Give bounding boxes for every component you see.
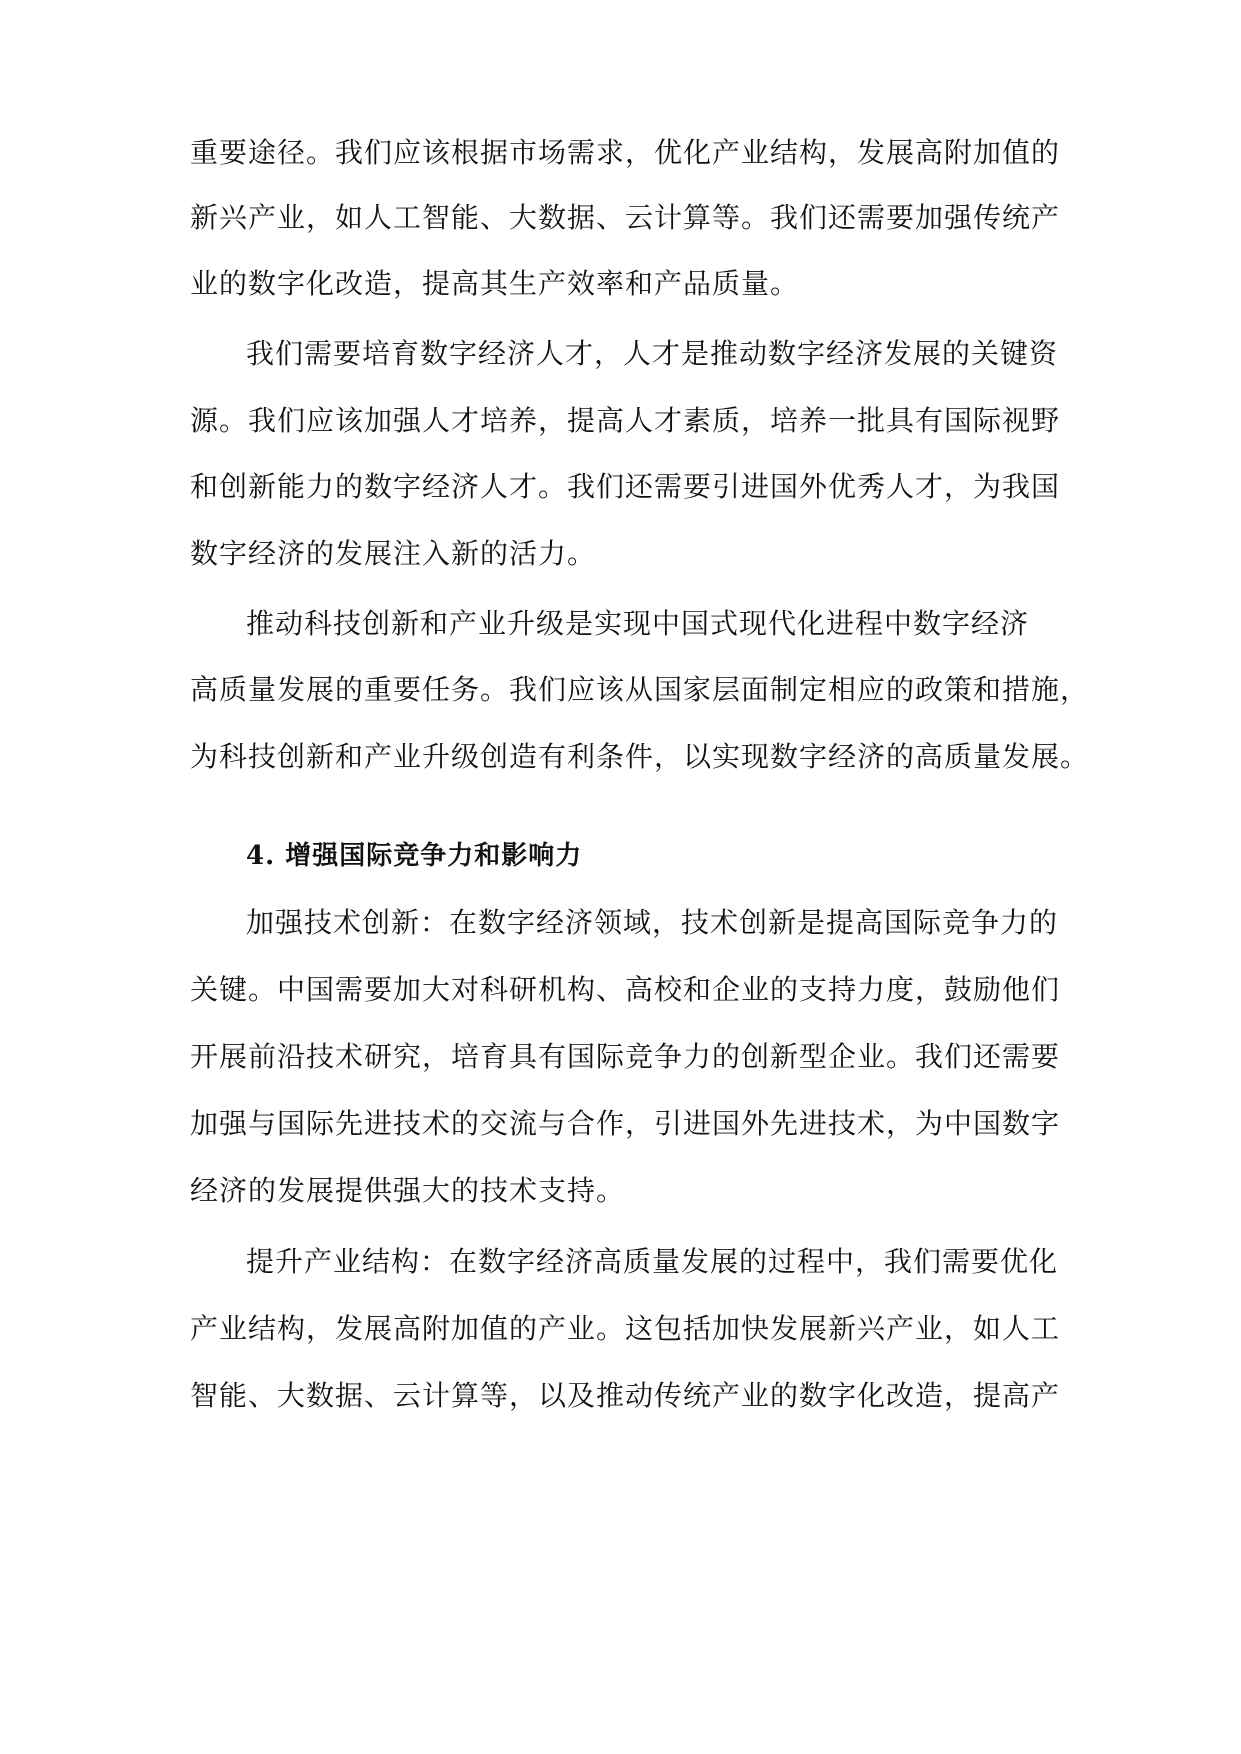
paragraph-4-line-2: 关键。中国需要加大对科研机构、高校和企业的支持力度，鼓励他们 xyxy=(190,973,1061,1006)
paragraph-2-line-2: 源。我们应该加强人才培养，提高人才素质，培养一批具有国际视野 xyxy=(190,404,1061,437)
paragraph-4-line-3: 开展前沿技术研究，培育具有国际竞争力的创新型企业。我们还需要 xyxy=(190,1040,1061,1073)
paragraph-3-line-3: 为科技创新和产业升级创造有利条件，以实现数字经济的高质量发展。 xyxy=(190,740,1090,773)
paragraph-4-line-1: 加强技术创新：在数字经济领域，技术创新是提高国际竞争力的 xyxy=(246,906,1059,939)
paragraph-5-line-3: 智能、大数据、云计算等，以及推动传统产业的数字化改造，提高产 xyxy=(190,1379,1061,1412)
paragraph-3-line-2: 高质量发展的重要任务。我们应该从国家层面制定相应的政策和措施， xyxy=(190,673,1090,706)
paragraph-5-line-2: 产业结构，发展高附加值的产业。这包括加快发展新兴产业，如人工 xyxy=(190,1312,1061,1345)
paragraph-2-line-4: 数字经济的发展注入新的活力。 xyxy=(190,537,597,570)
paragraph-1-line-2: 新兴产业，如人工智能、大数据、云计算等。我们还需要加强传统产 xyxy=(190,201,1061,234)
paragraph-5-line-1: 提升产业结构：在数字经济高质量发展的过程中，我们需要优化 xyxy=(246,1245,1059,1278)
paragraph-2-line-3: 和创新能力的数字经济人才。我们还需要引进国外优秀人才，为我国 xyxy=(190,470,1061,503)
paragraph-4-line-4: 加强与国际先进技术的交流与合作，引进国外先进技术，为中国数字 xyxy=(190,1107,1061,1140)
paragraph-3-line-1: 推动科技创新和产业升级是实现中国式现代化进程中数字经济 xyxy=(246,607,1030,640)
section-heading: 4. 增强国际竞争力和影响力 xyxy=(246,841,583,871)
paragraph-2-line-1: 我们需要培育数字经济人才，人才是推动数字经济发展的关键资 xyxy=(246,337,1059,370)
paragraph-4-line-5: 经济的发展提供强大的技术支持。 xyxy=(190,1174,626,1207)
paragraph-1-line-3: 业的数字化改造，提高其生产效率和产品质量。 xyxy=(190,267,800,300)
paragraph-1-line-1: 重要途径。我们应该根据市场需求，优化产业结构，发展高附加值的 xyxy=(190,136,1061,169)
